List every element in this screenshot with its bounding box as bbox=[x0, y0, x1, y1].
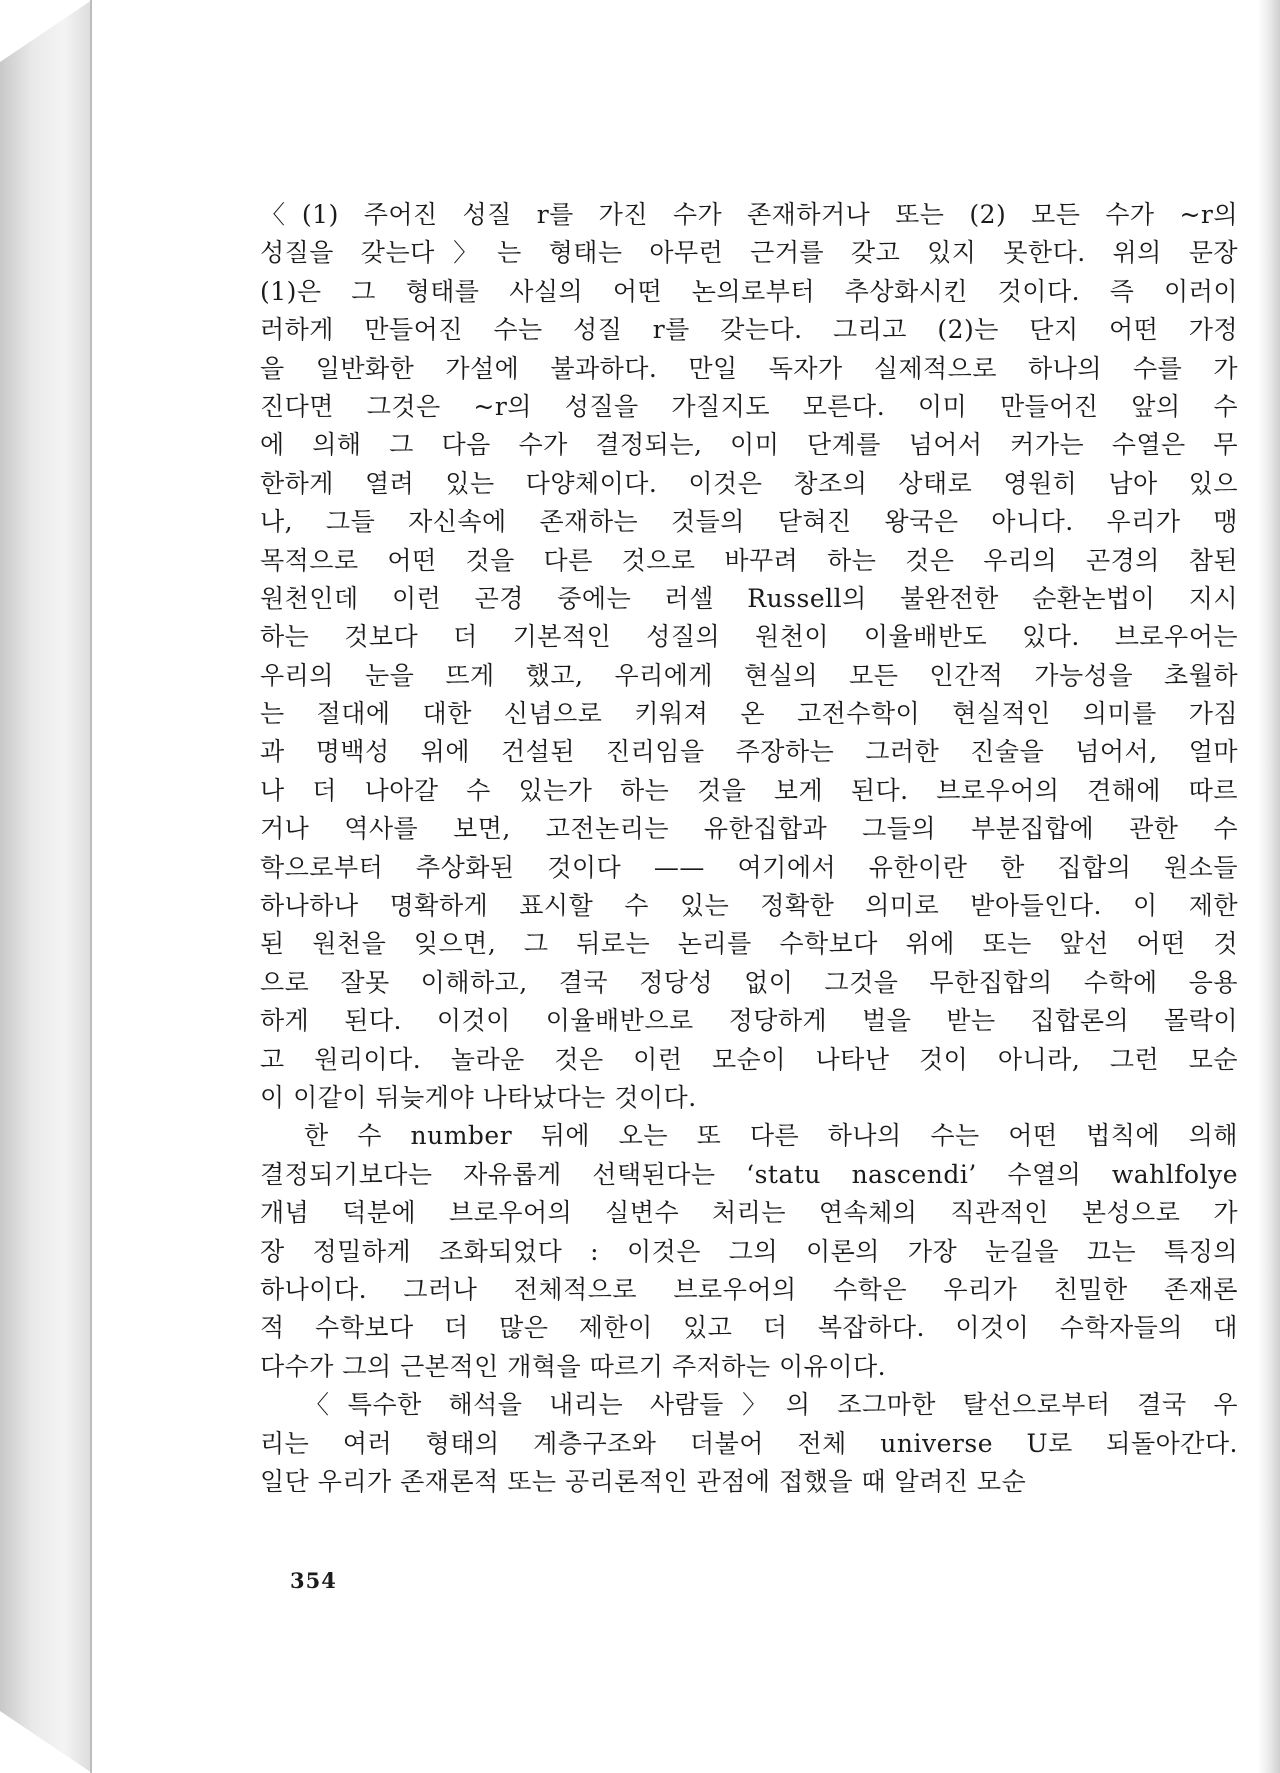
body-text bbox=[260, 196, 1238, 1501]
text-line: 는 절대에 대한 신념으로 키워져 온 고전수학이 현실적인 의미를 가짐 bbox=[260, 699, 1238, 729]
text-line: 우리의 눈을 뜨게 했고, 우리에게 현실의 모든 인간적 가능성을 초월하 bbox=[260, 660, 1238, 690]
text-line: 된 원천을 잊으면, 그 뒤로는 논리를 수학보다 위에 또는 앞선 어떤 것 bbox=[260, 929, 1238, 959]
text-line: 이 이같이 뒤늦게야 나타났다는 것이다. bbox=[260, 1082, 697, 1112]
text-line: 한하게 열려 있는 다양체이다. 이것은 창조의 상태로 영원히 남아 있으 bbox=[260, 468, 1238, 498]
text-line: 개념 덕분에 브로우어의 실변수 처리는 연속체의 직관적인 본성으로 가 bbox=[260, 1198, 1238, 1228]
text-line: 을 일반화한 가설에 불과하다. 만일 독자가 실제적으로 하나의 수를 가 bbox=[260, 353, 1238, 383]
text-line: 으로 잘못 이해하고, 결국 정당성 없이 그것을 무한집합의 수학에 응용 bbox=[260, 967, 1238, 997]
text-line: 진다면 그것은 ~r의 성질을 가질지도 모른다. 이미 만들어진 앞의 수 bbox=[260, 391, 1238, 421]
text-line: 나 더 나아갈 수 있는가 하는 것을 보게 된다. 브로우어의 견해에 따르 bbox=[260, 775, 1238, 805]
text-line: 나, 그들 자신속에 존재하는 것들의 닫혀진 왕국은 아니다. 우리가 맹 bbox=[260, 507, 1238, 537]
text-line: (1)은 그 형태를 사실의 어떤 논의로부터 추상화시킨 것이다. 즉 이러이 bbox=[260, 276, 1238, 306]
text-line: 적 수학보다 더 많은 제한이 있고 더 복잡하다. 이것이 수학자들의 대 bbox=[260, 1313, 1238, 1343]
text-line: 하나하나 명확하게 표시할 수 있는 정확한 의미로 받아들인다. 이 제한 bbox=[260, 891, 1238, 921]
text-line: 다수가 그의 근본적인 개혁을 따르기 주저하는 이유이다. bbox=[260, 1351, 887, 1381]
text-line: 장 정밀하게 조화되었다 : 이것은 그의 이론의 가장 눈길을 끄는 특징의 bbox=[260, 1236, 1238, 1266]
page-right-shadow bbox=[1258, 0, 1280, 1773]
text-line: 하는 것보다 더 기본적인 성질의 원천이 이율배반도 있다. 브로우어는 bbox=[260, 622, 1238, 652]
book-page bbox=[92, 0, 1258, 1773]
text-line: 학으로부터 추상화된 것이다 —— 여기에서 유한이란 한 집합의 원소들 bbox=[260, 852, 1238, 882]
text-line: 한 수 number 뒤에 오는 또 다른 하나의 수는 어떤 법칙에 의해 bbox=[304, 1121, 1238, 1151]
text-line: 고 원리이다. 놀라운 것은 이런 모순이 나타난 것이 아니라, 그런 모순 bbox=[260, 1044, 1238, 1074]
text-line: 결정되기보다는 자유롭게 선택된다는 ‘statu nascendi’ 수열의 wahlfolye bbox=[260, 1159, 1238, 1189]
text-line: 〈(1) 주어진 성질 r를 가진 수가 존재하거나 또는 (2) 모든 수가 ~r의 bbox=[260, 200, 1238, 229]
text-line: 리는 여러 형태의 계층구조와 더불어 전체 universe U로 되돌아간다. bbox=[260, 1428, 1238, 1458]
text-line: 〈특수한 해석을 내리는 사람들〉의 조그마한 탈선으로부터 결국 우 bbox=[304, 1390, 1238, 1420]
book-page-stack-edge bbox=[0, 0, 92, 1773]
text-line: 목적으로 어떤 것을 다른 것으로 바꾸려 하는 것은 우리의 곤경의 참된 bbox=[260, 545, 1238, 575]
text-line: 성질을 갖는다〉는 형태는 아무런 근거를 갖고 있지 못한다. 위의 문장 bbox=[260, 238, 1238, 268]
text-line: 하나이다. 그러나 전체적으로 브로우어의 수학은 우리가 친밀한 존재론 bbox=[260, 1274, 1238, 1304]
page-number: 354 bbox=[290, 1568, 337, 1593]
text-line: 일단 우리가 존재론적 또는 공리론적인 관점에 접했을 때 알려진 모순 bbox=[260, 1466, 1027, 1496]
text-line: 과 명백성 위에 건설된 진리임을 주장하는 그러한 진술을 넘어서, 얼마 bbox=[260, 737, 1238, 767]
text-line: 러하게 만들어진 수는 성질 r를 갖는다. 그리고 (2)는 단지 어떤 가정 bbox=[260, 315, 1238, 345]
text-line: 거나 역사를 보면, 고전논리는 유한집합과 그들의 부분집합에 관한 수 bbox=[260, 814, 1238, 844]
text-line: 에 의해 그 다음 수가 결정되는, 이미 단계를 넘어서 커가는 수열은 무 bbox=[260, 430, 1238, 460]
text-line: 원천인데 이런 곤경 중에는 러셀 Russell의 불완전한 순환논법이 지시 bbox=[260, 583, 1238, 613]
text-line: 하게 된다. 이것이 이율배반으로 정당하게 벌을 받는 집합론의 몰락이 bbox=[260, 1006, 1238, 1036]
